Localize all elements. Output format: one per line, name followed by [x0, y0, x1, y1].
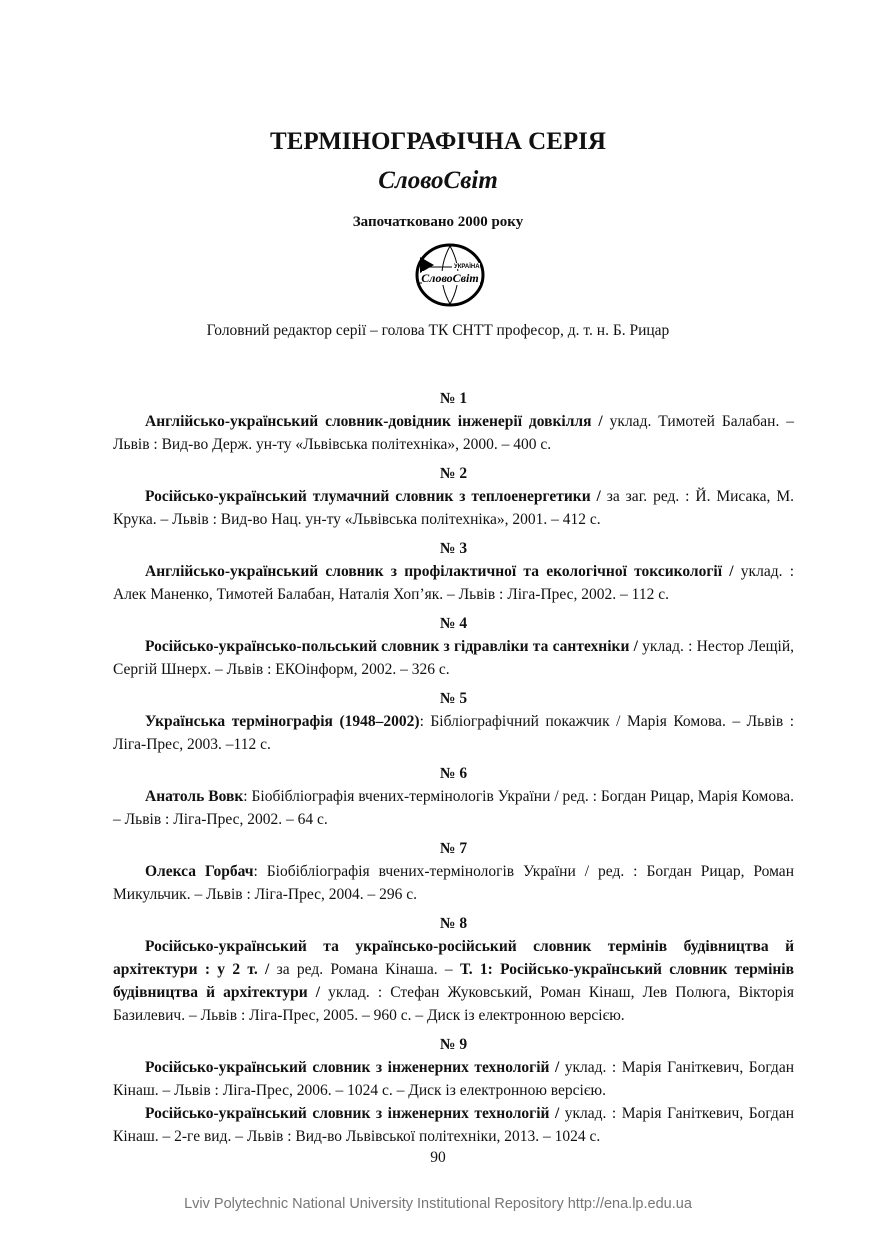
series-entry: [113, 912, 794, 1027]
citation-details: уклад. Тимотей Балабан. – Львів : Вид-во Держ. ун-ту «Львівська політехніка», 2000. – 400 с.: [113, 413, 794, 453]
entry-number: № 9: [439, 1036, 468, 1053]
series-entries: [113, 381, 794, 1148]
citation-details: : Біобібліографія вчених-термінологів України / ред. : Богдан Рицар, Роман Микульчик. – Львів : Ліга-Прес, 2004. – 296 с.: [113, 863, 794, 903]
slovosvit-logo: [414, 243, 486, 307]
citation-details: уклад. : Нестор Лещій, Сергій Шнерх. – Львів : ЕКОінформ, 2002. – 326 с.: [113, 638, 794, 678]
entry-citation: [113, 560, 794, 606]
page-number: 90: [430, 1149, 446, 1166]
entry-number: № 5: [439, 690, 468, 707]
entry-number: № 8: [439, 915, 468, 932]
citation-title: Російсько-український словник з інженерних технологій /: [145, 1105, 560, 1122]
citation-title: Російсько-український тлумачний словник з теплоенергетики /: [145, 488, 601, 505]
citation-title: Анатоль Вовк: [145, 788, 244, 805]
entry-citation: [113, 785, 794, 831]
series-entry: [113, 462, 794, 531]
svg-text:УКРАЇНА: УКРАЇНА: [454, 264, 480, 270]
entry-citation: [113, 635, 794, 681]
entry-citation: [113, 1102, 794, 1148]
citation-details: уклад. : Марія Ганіткевич, Богдан Кінаш. – 2-ге вид. – Львів : Вид-во Львівської політехніки, 2013. – 1024 с.: [113, 1105, 794, 1145]
citation-details: : Біобібліографія вчених-термінологів України / ред. : Богдан Рицар, Марія Комова. – Львів : Ліга-Прес, 2002. – 64 с.: [113, 788, 794, 828]
entry-number: № 1: [439, 390, 468, 407]
entry-number: № 7: [439, 840, 468, 857]
repository-footer: Lviv Polytechnic National University Institutional Repository http://ena.lp.edu.ua: [184, 1196, 692, 1212]
series-entry: [113, 1033, 794, 1148]
entry-number: № 3: [439, 540, 468, 557]
citation-title: Т. 1: Російсько-український словник термінів будівництва й архітектури /: [113, 961, 794, 1001]
series-editor: Головний редактор серії – голова ТК СНТТ професор, д. т. н. Б. Рицар: [206, 322, 670, 339]
entry-citation: [113, 410, 794, 456]
series-entry: [113, 762, 794, 831]
citation-title: Російсько-українсько-польський словник з гідравліки та сантехніки /: [145, 638, 638, 655]
series-entry: [113, 837, 794, 906]
series-entry: [113, 612, 794, 681]
series-entry: [113, 537, 794, 606]
citation-details: : Бібліографічний покажчик / Марія Комова. – Львів : Ліга-Прес, 2003. –112 с.: [113, 713, 794, 753]
citation-details: за ред. Романа Кінаша. –: [269, 961, 460, 978]
entry-citation: [113, 1056, 794, 1102]
entry-number: № 6: [439, 765, 468, 782]
citation-title: Українська термінографія (1948–2002): [145, 713, 420, 730]
series-title: ТЕРМІНОГРАФІЧНА СЕРІЯ: [270, 128, 606, 155]
citation-details: за заг. ред. : Й. Мисака, М. Крука. – Львів : Вид-во Нац. ун-ту «Львівська політехніка», 2001. – 412 с.: [113, 488, 794, 528]
series-name: СловоСвіт: [378, 167, 498, 194]
entry-citation: [113, 935, 794, 1027]
entry-citation: [113, 485, 794, 531]
entry-number: № 2: [439, 465, 468, 482]
citation-title: Російсько-український словник з інженерних технологій /: [145, 1059, 560, 1076]
citation-details: уклад. : Марія Ганіткевич, Богдан Кінаш. – Львів : Ліга-Прес, 2006. – 1024 с. – Диск із електронною версією.: [113, 1059, 794, 1099]
entry-citation: [113, 860, 794, 906]
citation-title: Англійсько-український словник з профілактичної та екологічної токсикології /: [145, 563, 734, 580]
citation-title: Англійсько-український словник-довідник інженерії довкілля /: [145, 413, 603, 430]
series-entry: [113, 687, 794, 756]
citation-title: Олекса Горбач: [145, 863, 254, 880]
series-entry: [113, 387, 794, 456]
entry-number: № 4: [439, 615, 468, 632]
founded-year: Започатковано 2000 року: [352, 214, 524, 230]
citation-details: уклад. : Стефан Жуковський, Роман Кінаш, Лев Полюга, Вікторія Базилевич. – Львів : Ліга-Прес, 2005. – 960 с. – Диск із електронною версією.: [113, 984, 794, 1024]
svg-text:СловоСвіт: СловоСвіт: [421, 271, 479, 285]
entry-citation: [113, 710, 794, 756]
citation-title: Російсько-український та українсько-російський словник термінів будівництва й архітектури : у 2 т. /: [113, 938, 794, 978]
citation-details: уклад. : Алек Маненко, Тимотей Балабан, Наталія Хоп’як. – Львів : Ліга-Прес, 2002. – 112 с.: [113, 563, 794, 603]
